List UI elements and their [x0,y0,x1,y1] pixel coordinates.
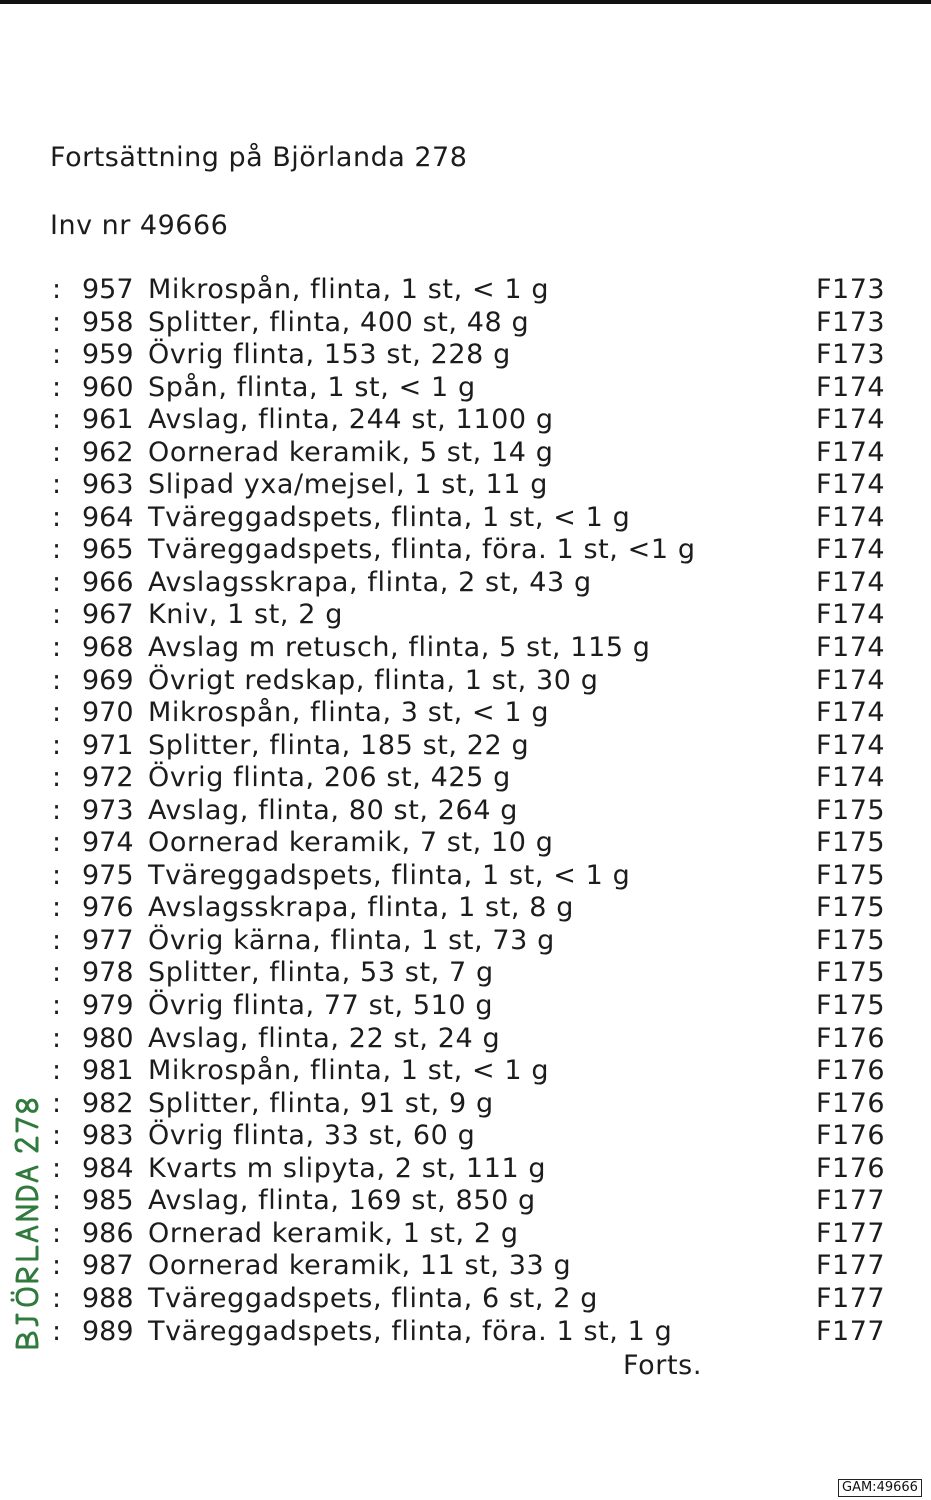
entry-colon: : [52,469,62,501]
entry-code: F177 [816,1185,886,1217]
entry-description: Splitter, flinta, 400 st, 48 g [148,306,530,338]
entry-code: F174 [816,566,886,598]
entry-number: 984 [82,1152,134,1184]
entry-description: Kvarts m slipyta, 2 st, 111 g [148,1152,547,1184]
entry-code: F177 [816,1250,886,1282]
entry-row [0,957,931,990]
entry-description: Slipad yxa/mejsel, 1 st, 11 g [148,469,548,501]
entry-row [0,1316,931,1349]
entry-description: Avslag, flinta, 22 st, 24 g [148,1022,501,1054]
entry-colon: : [52,762,62,794]
entry-code: F173 [816,274,886,305]
archive-stamp: GAM:49666 [838,1479,922,1497]
entry-code: F176 [816,1055,886,1087]
entry-code: F175 [816,859,886,891]
entry-code: F176 [816,1022,886,1054]
entry-number: 981 [82,1055,134,1087]
entry-number: 988 [82,1282,134,1314]
entry-colon: : [52,306,62,338]
entry-row [0,1120,931,1153]
entry-row [0,502,931,535]
entry-row [0,697,931,730]
entry-description: Splitter, flinta, 91 st, 9 g [148,1087,494,1119]
entry-code: F177 [816,1217,886,1249]
entry-code: F176 [816,1087,886,1119]
entry-description: Avslag, flinta, 244 st, 1100 g [148,404,554,436]
entry-row [0,372,931,405]
entry-row [0,339,931,372]
entry-row [0,860,931,893]
entry-row [0,307,931,340]
entry-number: 976 [82,892,134,924]
entry-number: 987 [82,1250,134,1282]
entry-code: F174 [816,729,886,761]
entry-number: 985 [82,1185,134,1217]
entry-row [0,274,931,307]
entry-colon: : [52,1022,62,1054]
entry-code: F176 [816,1152,886,1184]
entry-description: Avslagsskrapa, flinta, 2 st, 43 g [148,566,592,598]
inventory-number: Inv nr 49666 [50,210,229,241]
entry-number: 961 [82,404,134,436]
entry-description: Avslag, flinta, 169 st, 850 g [148,1185,536,1217]
entry-row [0,762,931,795]
entry-number: 968 [82,632,134,664]
entry-description: Övrig flinta, 33 st, 60 g [148,1120,476,1152]
entry-code: F174 [816,501,886,533]
entry-number: 972 [82,762,134,794]
card-title: Fortsättning på Björlanda 278 [50,142,468,173]
entry-description: Spån, flinta, 1 st, < 1 g [148,371,476,403]
entry-colon: : [52,1087,62,1119]
entry-row [0,665,931,698]
entry-code: F176 [816,1120,886,1152]
entry-code: F175 [816,957,886,989]
catalogue-card [0,4,931,1500]
handwritten-note [4,1044,54,1354]
entry-colon: : [52,501,62,533]
entry-code: F175 [816,827,886,859]
entry-row [0,1218,931,1251]
entry-code: F174 [816,534,886,566]
entry-colon: : [52,664,62,696]
entry-description: Övrig flinta, 153 st, 228 g [148,339,511,371]
entry-code: F175 [816,924,886,956]
entry-code: F174 [816,371,886,403]
entry-code: F177 [816,1282,886,1314]
entry-description: Övrig kärna, flinta, 1 st, 73 g [148,924,555,956]
continuation-note: Forts. [623,1350,703,1381]
entry-description: Oornerad keramik, 5 st, 14 g [148,436,554,468]
entry-code: F175 [816,892,886,924]
entry-colon: : [52,957,62,989]
entry-list [0,274,931,1348]
entry-colon: : [52,892,62,924]
entry-colon: : [52,827,62,859]
entry-colon: : [52,566,62,598]
entry-code: F173 [816,339,886,371]
entry-row [0,599,931,632]
entry-description: Avslag, flinta, 80 st, 264 g [148,794,519,826]
entry-row [0,404,931,437]
entry-number: 966 [82,566,134,598]
entry-colon: : [52,1282,62,1314]
entry-row [0,730,931,763]
entry-description: Mikrospån, flinta, 1 st, < 1 g [148,1055,550,1087]
entry-description: Avslag m retusch, flinta, 5 st, 115 g [148,632,651,664]
entry-number: 960 [82,371,134,403]
entry-description: Övrig flinta, 206 st, 425 g [148,762,511,794]
entry-colon: : [52,371,62,403]
entry-code: F174 [816,599,886,631]
entry-row [0,567,931,600]
entry-colon: : [52,1055,62,1087]
entry-number: 982 [82,1087,134,1119]
entry-colon: : [52,924,62,956]
entry-row [0,1055,931,1088]
entry-description: Övrigt redskap, flinta, 1 st, 30 g [148,664,599,696]
entry-colon: : [52,1217,62,1249]
entry-colon: : [52,599,62,631]
entry-number: 970 [82,697,134,729]
entry-row [0,990,931,1023]
entry-row [0,1153,931,1186]
entry-description: Tväreggadspets, flinta, föra. 1 st, <1 g [148,534,696,566]
entry-code: F174 [816,697,886,729]
entry-number: 957 [82,274,134,305]
entry-row [0,1250,931,1283]
entry-number: 969 [82,664,134,696]
entry-row [0,1283,931,1316]
entry-number: 962 [82,436,134,468]
entry-colon: : [52,1315,62,1347]
entry-description: Mikrospån, flinta, 3 st, < 1 g [148,697,550,729]
entry-description: Ornerad keramik, 1 st, 2 g [148,1217,519,1249]
entry-row [0,1185,931,1218]
entry-number: 975 [82,859,134,891]
entry-row [0,1023,931,1056]
entry-number: 964 [82,501,134,533]
entry-code: F174 [816,632,886,664]
entry-number: 973 [82,794,134,826]
entry-description: Tväreggadspets, flinta, föra. 1 st, 1 g [148,1315,673,1347]
entry-description: Kniv, 1 st, 2 g [148,599,343,631]
entry-colon: : [52,404,62,436]
entry-description: Övrig flinta, 77 st, 510 g [148,990,494,1022]
entry-colon: : [52,274,62,305]
entry-colon: : [52,632,62,664]
entry-row [0,892,931,925]
entry-number: 986 [82,1217,134,1249]
entry-code: F174 [816,436,886,468]
entry-number: 989 [82,1315,134,1347]
entry-number: 978 [82,957,134,989]
entry-description: Mikrospån, flinta, 1 st, < 1 g [148,274,550,305]
entry-colon: : [52,729,62,761]
entry-code: F174 [816,469,886,501]
entry-description: Tväreggadspets, flinta, 1 st, < 1 g [148,501,631,533]
entry-description: Tväreggadspets, flinta, 1 st, < 1 g [148,859,631,891]
entry-row [0,469,931,502]
entry-description: Splitter, flinta, 53 st, 7 g [148,957,494,989]
entry-code: F174 [816,664,886,696]
entry-description: Avslagsskrapa, flinta, 1 st, 8 g [148,892,574,924]
entry-colon: : [52,794,62,826]
entry-colon: : [52,697,62,729]
entry-colon: : [52,1120,62,1152]
entry-row [0,827,931,860]
entry-row [0,534,931,567]
entry-row [0,925,931,958]
entry-row [0,632,931,665]
entry-code: F173 [816,306,886,338]
entry-description: Splitter, flinta, 185 st, 22 g [148,729,530,761]
entry-number: 965 [82,534,134,566]
entry-number: 971 [82,729,134,761]
entry-number: 967 [82,599,134,631]
entry-description: Oornerad keramik, 11 st, 33 g [148,1250,572,1282]
entry-code: F175 [816,794,886,826]
entry-colon: : [52,534,62,566]
entry-row [0,1088,931,1121]
entry-description: Oornerad keramik, 7 st, 10 g [148,827,554,859]
entry-row [0,437,931,470]
entry-code: F177 [816,1315,886,1347]
entry-description: Tväreggadspets, flinta, 6 st, 2 g [148,1282,598,1314]
entry-number: 959 [82,339,134,371]
entry-number: 963 [82,469,134,501]
entry-code: F175 [816,990,886,1022]
entry-number: 983 [82,1120,134,1152]
entry-code: F174 [816,762,886,794]
entry-colon: : [52,1152,62,1184]
entry-colon: : [52,436,62,468]
entry-colon: : [52,1250,62,1282]
entry-colon: : [52,990,62,1022]
entry-row [0,795,931,828]
entry-colon: : [52,859,62,891]
entry-number: 980 [82,1022,134,1054]
entry-number: 958 [82,306,134,338]
entry-colon: : [52,339,62,371]
entry-code: F174 [816,404,886,436]
entry-number: 977 [82,924,134,956]
entry-colon: : [52,1185,62,1217]
entry-number: 979 [82,990,134,1022]
entry-number: 974 [82,827,134,859]
